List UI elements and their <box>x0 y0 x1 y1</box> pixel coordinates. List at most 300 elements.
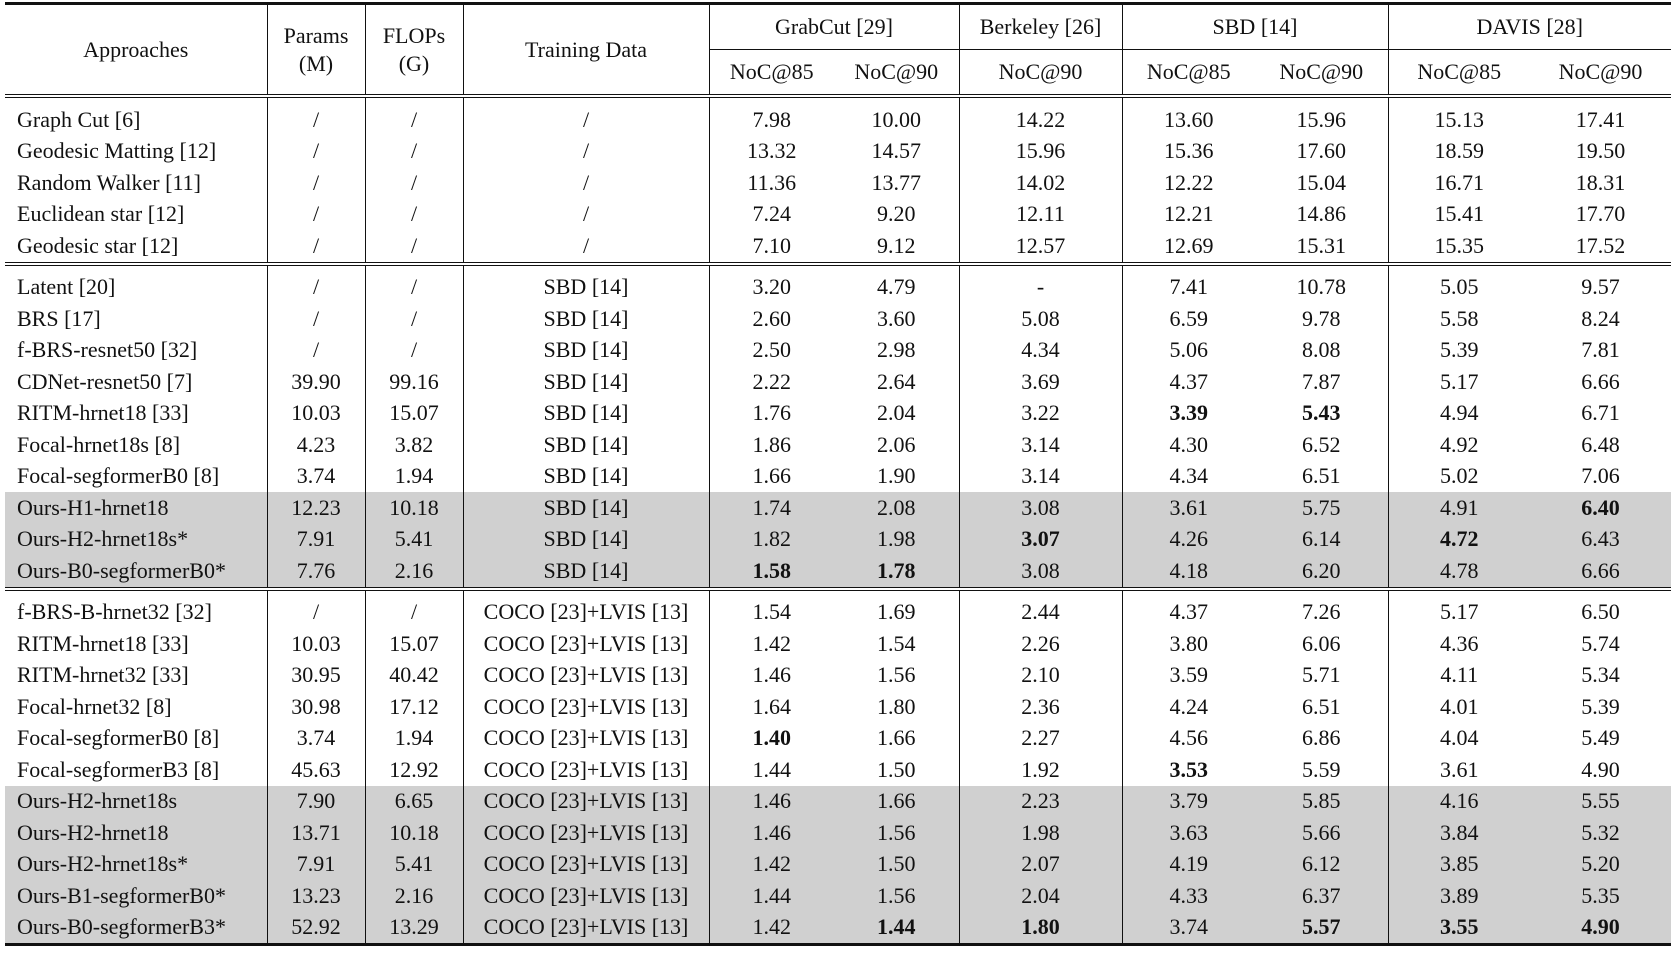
metric-cell: 9.20 <box>877 201 916 227</box>
table-row <box>5 167 1671 199</box>
params-cell: 39.90 <box>267 366 365 398</box>
approach-name: Ours-B1-segformerB0* <box>5 880 267 912</box>
flops-cell: 40.42 <box>365 660 463 692</box>
approach-name: Geodesic star [12] <box>17 232 179 258</box>
metric-cell: 15.41 <box>1388 199 1530 231</box>
metric-cell: 1.58 <box>709 555 834 587</box>
approach-name: f-BRS-B-hrnet32 [32] <box>17 599 212 625</box>
flops-cell: / <box>365 199 463 231</box>
params-cell: 3.74 <box>267 723 365 755</box>
approach-name: Geodesic Matting [12] <box>17 138 217 164</box>
flops-cell: 5.41 <box>365 524 463 556</box>
metric-cell: 7.98 <box>709 104 834 136</box>
metric-cell: 2.44 <box>959 597 1122 629</box>
approach-name: Ours-H2-hrnet18s <box>5 786 267 818</box>
metric-cell: 1.56 <box>834 817 959 849</box>
approach-name: BRS [17] <box>17 305 101 331</box>
flops-cell: 2.16 <box>365 880 463 912</box>
metric-cell: 5.75 <box>1255 492 1388 524</box>
metric-cell: 4.19 <box>1122 849 1255 881</box>
table-row <box>5 524 1671 556</box>
training-data-cell: COCO [23]+LVIS [13] <box>463 880 709 912</box>
metric-cell: 6.59 <box>1122 303 1255 335</box>
table-row <box>5 723 1671 755</box>
metric-cell: 6.12 <box>1255 849 1388 881</box>
metric-cell: 2.50 <box>709 335 834 367</box>
params-cell: 7.90 <box>267 786 365 818</box>
params-cell: / <box>267 335 365 367</box>
params-cell: 45.63 <box>267 754 365 786</box>
flops-cell: / <box>365 303 463 335</box>
flops-cell: 6.65 <box>365 786 463 818</box>
header-metric: NoC@90 <box>959 50 1122 95</box>
metric-cell: 3.14 <box>959 429 1122 461</box>
metric-cell: 3.60 <box>877 305 916 331</box>
table-row <box>5 849 1671 881</box>
header-flops-label: FLOPs <box>382 22 446 48</box>
training-data-cell: COCO [23]+LVIS [13] <box>463 597 709 629</box>
training-data-cell: COCO [23]+LVIS [13] <box>463 817 709 849</box>
metric-cell: 1.78 <box>834 555 959 587</box>
metric-cell: 4.92 <box>1388 429 1530 461</box>
metric-cell: 1.64 <box>709 691 834 723</box>
table-row <box>5 461 1671 493</box>
metric-cell: 1.42 <box>709 628 834 660</box>
metric-cell: 5.05 <box>1388 272 1530 304</box>
metric-cell: 1.66 <box>709 461 834 493</box>
metric-cell: 3.22 <box>959 398 1122 430</box>
header-row-datasets <box>5 5 1671 50</box>
table-row <box>5 272 1671 304</box>
table-row <box>5 136 1671 168</box>
table-row <box>5 492 1671 524</box>
training-data-cell: / <box>463 230 709 262</box>
training-data-cell: / <box>463 104 709 136</box>
metric-cell: 6.20 <box>1255 555 1388 587</box>
metric-cell: 1.82 <box>709 524 834 556</box>
table-row <box>5 660 1671 692</box>
params-cell: 4.23 <box>267 429 365 461</box>
metric-cell: 1.44 <box>834 912 959 945</box>
approach-name: f-BRS-resnet50 [32] <box>17 337 198 363</box>
header-metric: NoC@90 <box>1530 50 1671 95</box>
metric-cell: 3.55 <box>1388 912 1530 945</box>
metric-cell: 4.91 <box>1388 492 1530 524</box>
metric-cell: 16.71 <box>1388 167 1530 199</box>
metric-cell: 4.34 <box>959 335 1122 367</box>
table-row <box>5 335 1671 367</box>
training-data-cell: SBD [14] <box>463 492 709 524</box>
metric-cell: 5.39 <box>1388 335 1530 367</box>
header-dataset-davis: DAVIS [28] <box>1388 5 1671 50</box>
table-row <box>5 597 1671 629</box>
metric-cell: 15.36 <box>1122 136 1255 168</box>
metric-cell: 5.43 <box>1302 400 1341 426</box>
metric-cell: 4.18 <box>1122 555 1255 587</box>
training-data-cell: COCO [23]+LVIS [13] <box>463 912 709 945</box>
approach-name: Ours-B0-segformerB3* <box>5 912 267 945</box>
metric-cell: 4.01 <box>1388 691 1530 723</box>
metric-cell: 1.54 <box>709 597 834 629</box>
params-cell: / <box>267 167 365 199</box>
metric-cell: 5.17 <box>1388 597 1530 629</box>
metric-cell: 2.27 <box>959 723 1122 755</box>
header-params <box>267 5 365 95</box>
bottom-rule <box>5 945 1671 947</box>
metric-cell: 13.60 <box>1122 104 1255 136</box>
metric-cell: 7.06 <box>1581 463 1620 489</box>
metric-cell: 19.50 <box>1575 138 1626 164</box>
metric-cell: 5.57 <box>1255 912 1388 945</box>
metric-cell: 4.37 <box>1122 366 1255 398</box>
training-data-cell: COCO [23]+LVIS [13] <box>463 660 709 692</box>
metric-cell: 14.02 <box>959 167 1122 199</box>
approach-name: RITM-hrnet32 [33] <box>17 662 189 688</box>
metric-cell: 1.66 <box>877 725 916 751</box>
training-data-cell: / <box>463 136 709 168</box>
metric-cell: 6.66 <box>1581 368 1620 394</box>
metric-cell: 4.26 <box>1122 524 1255 556</box>
metric-cell: 6.14 <box>1255 524 1388 556</box>
metric-cell: 15.35 <box>1388 230 1530 262</box>
metric-cell: 4.24 <box>1122 691 1255 723</box>
training-data-cell: SBD [14] <box>463 524 709 556</box>
flops-cell: / <box>365 230 463 262</box>
metric-cell: 17.41 <box>1575 106 1626 132</box>
metric-cell: 4.72 <box>1388 524 1530 556</box>
flops-cell: 99.16 <box>365 366 463 398</box>
metric-cell: 1.50 <box>877 756 916 782</box>
metric-cell: 3.84 <box>1388 817 1530 849</box>
training-data-cell: SBD [14] <box>463 461 709 493</box>
metric-cell: 9.78 <box>1302 305 1341 331</box>
metric-cell: 1.40 <box>709 723 834 755</box>
metric-cell: 4.79 <box>877 274 916 300</box>
metric-cell: 5.59 <box>1302 756 1341 782</box>
training-data-cell: / <box>463 167 709 199</box>
table-row <box>5 628 1671 660</box>
flops-cell: 2.16 <box>365 555 463 587</box>
metric-cell: 7.87 <box>1302 368 1341 394</box>
approach-name: Focal-segformerB0 [8] <box>17 463 220 489</box>
flops-cell: 15.07 <box>365 628 463 660</box>
params-cell: / <box>267 199 365 231</box>
metric-cell: 1.90 <box>877 463 916 489</box>
training-data-cell: COCO [23]+LVIS [13] <box>463 691 709 723</box>
metric-cell: 3.59 <box>1122 660 1255 692</box>
table-row <box>5 104 1671 136</box>
metric-cell: 3.69 <box>959 366 1122 398</box>
flops-cell: 1.94 <box>365 723 463 755</box>
flops-cell: 10.18 <box>365 817 463 849</box>
metric-cell: 10.78 <box>1296 274 1346 300</box>
metric-cell: 2.98 <box>877 337 916 363</box>
approach-name: RITM-hrnet18 [33] <box>17 400 189 426</box>
metric-cell: 5.06 <box>1122 335 1255 367</box>
metric-cell: 14.22 <box>959 104 1122 136</box>
header-dataset-sbd: SBD [14] <box>1122 5 1388 50</box>
metric-cell: 7.81 <box>1581 337 1620 363</box>
metric-cell: 5.71 <box>1302 662 1341 688</box>
metric-cell: 5.35 <box>1530 880 1671 912</box>
metric-cell: 12.69 <box>1122 230 1255 262</box>
metric-cell: 1.80 <box>959 912 1122 945</box>
metric-cell: 3.20 <box>709 272 834 304</box>
metric-cell: 3.39 <box>1122 398 1255 430</box>
header-metric: NoC@90 <box>1255 50 1388 95</box>
metric-cell: 1.42 <box>709 912 834 945</box>
metric-cell: 2.06 <box>877 431 916 457</box>
metric-cell: 4.11 <box>1388 660 1530 692</box>
metric-cell: 12.21 <box>1122 199 1255 231</box>
approach-name: Random Walker [11] <box>17 169 201 195</box>
metric-cell: 2.23 <box>959 786 1122 818</box>
training-data-cell: COCO [23]+LVIS [13] <box>463 786 709 818</box>
metric-cell: 6.51 <box>1302 463 1341 489</box>
results-table-container <box>5 2 1671 946</box>
metric-cell: 7.24 <box>709 199 834 231</box>
metric-cell: 1.98 <box>959 817 1122 849</box>
metric-cell: 5.08 <box>959 303 1122 335</box>
metric-cell: 5.49 <box>1581 725 1620 751</box>
metric-cell: 4.37 <box>1122 597 1255 629</box>
header-params-unit: (M) <box>298 50 334 76</box>
table-row <box>5 880 1671 912</box>
metric-cell: 5.66 <box>1255 817 1388 849</box>
table-row <box>5 199 1671 231</box>
flops-cell: / <box>365 272 463 304</box>
table-row <box>5 817 1671 849</box>
metric-cell: 14.86 <box>1296 201 1346 227</box>
metric-cell: 1.44 <box>709 754 834 786</box>
flops-cell: / <box>365 104 463 136</box>
metric-cell: 1.98 <box>834 524 959 556</box>
metric-cell: 7.41 <box>1122 272 1255 304</box>
approach-name: Focal-segformerB3 [8] <box>17 756 220 782</box>
metric-cell: 2.10 <box>959 660 1122 692</box>
metric-cell: 9.12 <box>877 232 916 258</box>
metric-cell: 4.94 <box>1388 398 1530 430</box>
flops-cell: 13.29 <box>365 912 463 945</box>
approach-name: RITM-hrnet18 [33] <box>17 630 189 656</box>
metric-cell: 11.36 <box>709 167 834 199</box>
header-approaches: Approaches <box>83 36 189 62</box>
metric-cell: 2.04 <box>877 400 916 426</box>
metric-cell: 3.74 <box>1122 912 1255 945</box>
params-cell: / <box>267 272 365 304</box>
approach-name: Focal-hrnet18s [8] <box>17 431 181 457</box>
params-cell: / <box>267 597 365 629</box>
flops-cell: 5.41 <box>365 849 463 881</box>
metric-cell: 2.07 <box>959 849 1122 881</box>
metric-cell: 3.08 <box>959 555 1122 587</box>
table-row <box>5 555 1671 587</box>
approach-name: Focal-segformerB0 [8] <box>17 725 220 751</box>
training-data-cell: COCO [23]+LVIS [13] <box>463 754 709 786</box>
metric-cell: 12.57 <box>959 230 1122 262</box>
metric-cell: 18.59 <box>1388 136 1530 168</box>
metric-cell: 4.90 <box>1530 912 1671 945</box>
training-data-cell: / <box>463 199 709 231</box>
metric-cell: 1.46 <box>709 660 834 692</box>
flops-cell: 10.18 <box>365 492 463 524</box>
metric-cell: 4.16 <box>1388 786 1530 818</box>
header-metric: NoC@85 <box>1388 50 1530 95</box>
metric-cell: 6.51 <box>1302 693 1341 719</box>
metric-cell: 6.50 <box>1581 599 1620 625</box>
training-data-cell: SBD [14] <box>463 555 709 587</box>
metric-cell: 3.89 <box>1388 880 1530 912</box>
metric-cell: 1.46 <box>709 817 834 849</box>
metric-cell: 1.54 <box>877 630 916 656</box>
params-cell: 30.98 <box>267 691 365 723</box>
metric-cell: 3.53 <box>1122 754 1255 786</box>
params-cell: 12.23 <box>267 492 365 524</box>
metric-cell: 1.76 <box>709 398 834 430</box>
approach-name: Focal-hrnet32 [8] <box>17 693 172 719</box>
training-data-cell: COCO [23]+LVIS [13] <box>463 628 709 660</box>
metric-cell: 13.32 <box>709 136 834 168</box>
flops-cell: 12.92 <box>365 754 463 786</box>
metric-cell: 5.39 <box>1581 693 1620 719</box>
metric-cell: 1.42 <box>709 849 834 881</box>
metric-cell: 10.00 <box>871 106 921 132</box>
approach-name: Graph Cut [6] <box>17 106 141 132</box>
training-data-cell: SBD [14] <box>463 335 709 367</box>
params-cell: / <box>267 230 365 262</box>
metric-cell: 3.63 <box>1122 817 1255 849</box>
metric-cell: 5.55 <box>1530 786 1671 818</box>
results-table <box>5 2 1671 946</box>
table-row <box>5 398 1671 430</box>
metric-cell: 1.74 <box>709 492 834 524</box>
metric-cell: 4.30 <box>1122 429 1255 461</box>
metric-cell: 15.96 <box>959 136 1122 168</box>
flops-cell: 3.82 <box>365 429 463 461</box>
header-flops-unit: (G) <box>398 50 430 76</box>
metric-cell: 17.70 <box>1575 201 1626 227</box>
params-cell: 13.71 <box>267 817 365 849</box>
metric-cell: 5.34 <box>1581 662 1620 688</box>
params-cell: 13.23 <box>267 880 365 912</box>
metric-cell: 1.56 <box>834 880 959 912</box>
metric-cell: 5.32 <box>1530 817 1671 849</box>
metric-cell: 2.08 <box>834 492 959 524</box>
metric-cell: 3.14 <box>959 461 1122 493</box>
table-row <box>5 691 1671 723</box>
approach-name: Ours-H1-hrnet18 <box>5 492 267 524</box>
metric-cell: 1.44 <box>709 880 834 912</box>
metric-cell: 1.86 <box>709 429 834 461</box>
metric-cell: 6.43 <box>1530 524 1671 556</box>
metric-cell: 6.06 <box>1302 630 1341 656</box>
approach-name: Euclidean star [12] <box>17 201 185 227</box>
metric-cell: 6.37 <box>1255 880 1388 912</box>
flops-cell: / <box>365 136 463 168</box>
metric-cell: 5.85 <box>1255 786 1388 818</box>
metric-cell: 2.36 <box>959 691 1122 723</box>
params-cell: 52.92 <box>267 912 365 945</box>
metric-cell: 6.48 <box>1581 431 1620 457</box>
metric-cell: 17.52 <box>1575 232 1626 258</box>
approach-name: Ours-H2-hrnet18 <box>5 817 267 849</box>
header-metric: NoC@85 <box>1122 50 1255 95</box>
training-data-cell: SBD [14] <box>463 398 709 430</box>
flops-cell: 1.94 <box>365 461 463 493</box>
metric-cell: 9.57 <box>1581 274 1620 300</box>
metric-cell: 1.92 <box>959 754 1122 786</box>
flops-cell: 17.12 <box>365 691 463 723</box>
metric-cell: 6.86 <box>1302 725 1341 751</box>
training-data-cell: SBD [14] <box>463 429 709 461</box>
metric-cell: - <box>959 272 1122 304</box>
metric-cell: 1.80 <box>877 693 916 719</box>
table-row <box>5 429 1671 461</box>
metric-cell: 18.31 <box>1575 169 1626 195</box>
metric-cell: 5.20 <box>1530 849 1671 881</box>
training-data-cell: SBD [14] <box>463 272 709 304</box>
approach-name: Ours-H2-hrnet18s* <box>5 849 267 881</box>
metric-cell: 12.11 <box>959 199 1122 231</box>
flops-cell: / <box>365 335 463 367</box>
metric-cell: 13.77 <box>871 169 921 195</box>
params-cell: 7.91 <box>267 524 365 556</box>
metric-cell: 3.61 <box>1388 754 1530 786</box>
metric-cell: 15.13 <box>1388 104 1530 136</box>
metric-cell: 3.80 <box>1122 628 1255 660</box>
metric-cell: 4.04 <box>1388 723 1530 755</box>
metric-cell: 4.90 <box>1581 756 1620 782</box>
metric-cell: 2.26 <box>959 628 1122 660</box>
approach-name: Ours-B0-segformerB0* <box>5 555 267 587</box>
flops-cell: 15.07 <box>365 398 463 430</box>
metric-cell: 7.10 <box>709 230 834 262</box>
training-data-cell: SBD [14] <box>463 303 709 335</box>
metric-cell: 8.24 <box>1581 305 1620 331</box>
training-data-cell: COCO [23]+LVIS [13] <box>463 723 709 755</box>
metric-cell: 1.69 <box>877 599 916 625</box>
table-row <box>5 912 1671 945</box>
metric-cell: 3.85 <box>1388 849 1530 881</box>
metric-cell: 15.04 <box>1296 169 1346 195</box>
metric-cell: 6.66 <box>1530 555 1671 587</box>
header-training-data: Training Data <box>463 5 709 95</box>
metric-cell: 3.07 <box>959 524 1122 556</box>
metric-cell: 3.61 <box>1122 492 1255 524</box>
metric-cell: 1.50 <box>834 849 959 881</box>
metric-cell: 17.60 <box>1296 138 1346 164</box>
metric-cell: 15.31 <box>1296 232 1346 258</box>
metric-cell: 1.66 <box>834 786 959 818</box>
params-cell: / <box>267 104 365 136</box>
table-row <box>5 754 1671 786</box>
params-cell: 30.95 <box>267 660 365 692</box>
table-row <box>5 786 1671 818</box>
metric-cell: 2.60 <box>709 303 834 335</box>
metric-cell: 6.52 <box>1302 431 1341 457</box>
metric-cell: 15.96 <box>1296 106 1346 132</box>
flops-cell: / <box>365 597 463 629</box>
params-cell: 7.76 <box>267 555 365 587</box>
metric-cell: 7.26 <box>1302 599 1341 625</box>
table-row <box>5 230 1671 262</box>
flops-cell: / <box>365 167 463 199</box>
approach-name: Ours-H2-hrnet18s* <box>5 524 267 556</box>
metric-cell: 4.33 <box>1122 880 1255 912</box>
table-row <box>5 303 1671 335</box>
metric-cell: 1.56 <box>877 662 916 688</box>
metric-cell: 3.79 <box>1122 786 1255 818</box>
